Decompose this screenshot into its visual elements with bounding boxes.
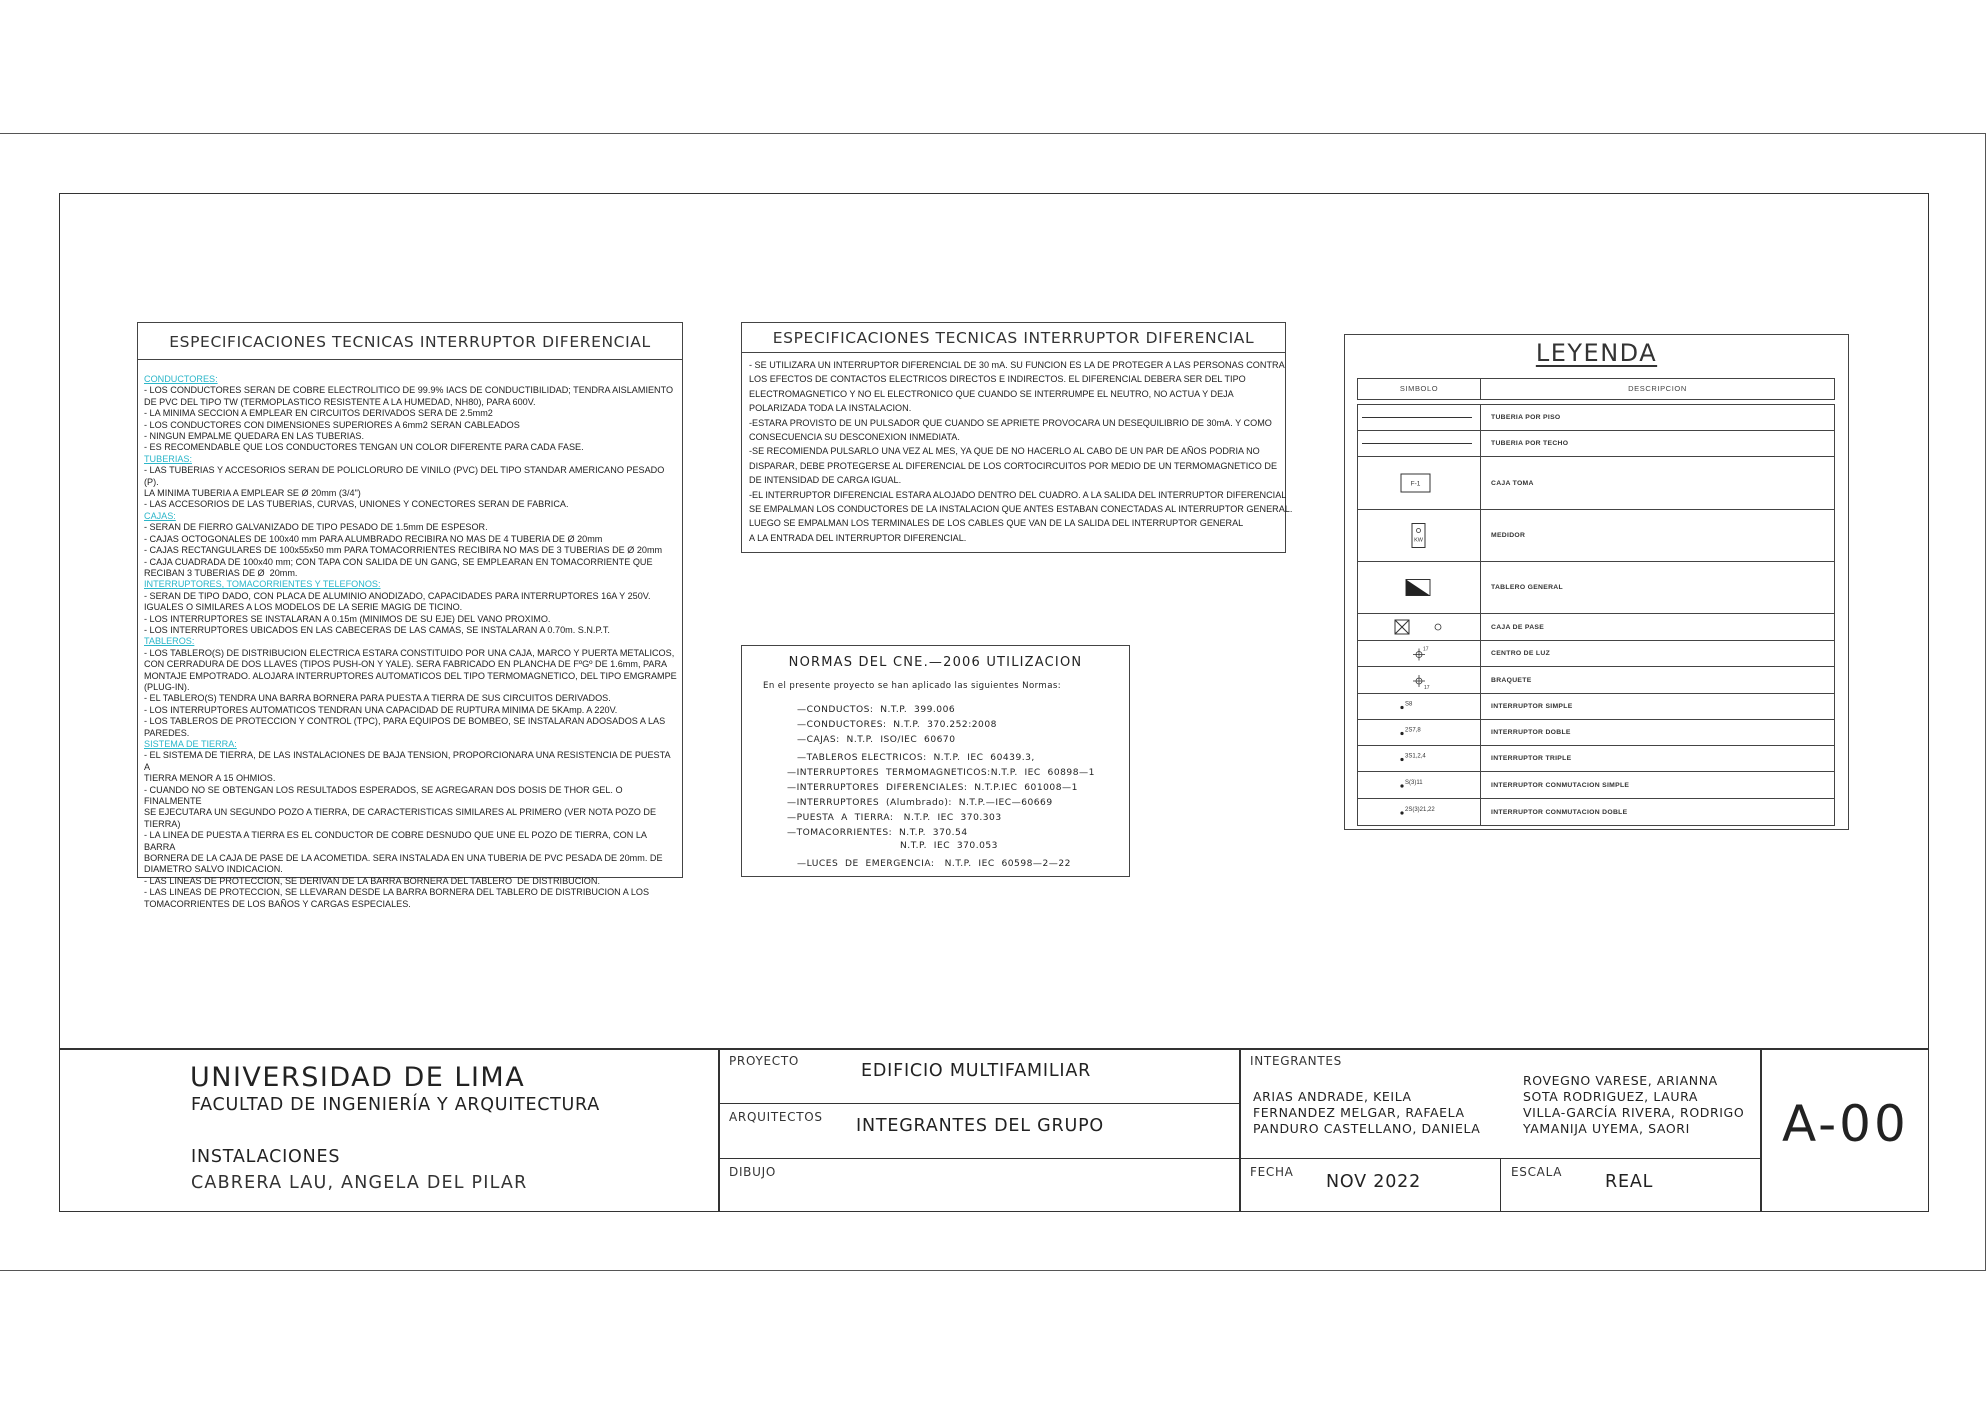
legend-panel bbox=[1344, 334, 1849, 830]
spec-section-heading: SISTEMA DE TIERRA: bbox=[144, 739, 237, 749]
spec-line: IGUALES O SIMILARES A LOS MODELOS DE LA SERIE MAGIG DE TICINO. bbox=[144, 602, 463, 613]
legend-row bbox=[1357, 799, 1835, 826]
norma-item: —CONDUCTOS: N.T.P. 399.006 bbox=[797, 705, 956, 715]
spec-section-heading: INTERRUPTORES, TOMACORRIENTES Y TELEFONOS: bbox=[144, 579, 381, 590]
member-name: FERNANDEZ MELGAR, RAFAELA bbox=[1253, 1105, 1465, 1120]
fecha-label: FECHA bbox=[1250, 1165, 1294, 1179]
symbol-label: 3S1,2,4 bbox=[1405, 753, 1426, 760]
legend-row bbox=[1357, 667, 1835, 694]
diferencial-line: - SE UTILIZARA UN INTERRUPTOR DIFERENCIAL DE 30 mA. SU FUNCION ES LA DE PROTEGER A LAS PERSONAS CONTRA bbox=[749, 360, 1285, 370]
symbol-label: 17 bbox=[1424, 685, 1430, 691]
norma-item: —CAJAS: N.T.P. ISO/IEC 60670 bbox=[797, 735, 956, 745]
tb-divider bbox=[719, 1103, 1239, 1104]
tb-divider bbox=[1760, 1048, 1762, 1212]
switch-icon bbox=[1358, 694, 1480, 719]
diferencial-line: SE EMPALMAN LOS CONDUCTORES DE LA INSTALACION QUE ANTES ESTABAN CONECTADAS AL INTERRUPTOR GENERAL. bbox=[749, 504, 1293, 515]
members-right bbox=[1523, 1073, 1744, 1137]
tb-divider bbox=[719, 1158, 1760, 1159]
symbol-label: KW bbox=[1414, 537, 1423, 544]
spec-line: LA MINIMA TUBERIA A EMPLEAR SE Ø 20mm (3/4") bbox=[144, 488, 361, 499]
title-block bbox=[59, 1048, 1929, 1212]
line-solid-icon bbox=[1358, 431, 1480, 456]
spec-line: - SERAN DE TIPO DADO, CON PLACA DE ALUMINIO ANODIZADO, CAPACIDADES PARA INTERRUPTORES 16A Y 250V. bbox=[144, 590, 651, 601]
legend-symbol-cell bbox=[1358, 457, 1481, 509]
legend-symbol-cell bbox=[1358, 614, 1481, 640]
spec-line: - CAJAS OCTOGONALES DE 100x40 mm PARA ALUMBRADO RECIBIRA NO MAS DE 4 TUBERIA DE Ø 20mm bbox=[144, 533, 603, 544]
legend-col-desc: DESCRIPCION bbox=[1628, 384, 1687, 393]
spec-panel-title: ESPECIFICACIONES TECNICAS INTERRUPTOR DIFERENCIAL bbox=[169, 333, 651, 351]
spec-line: RECIBAN 3 TUBERIAS DE Ø 20mm. bbox=[144, 567, 298, 578]
legend-symbol-cell bbox=[1358, 772, 1481, 798]
spec-line: - SERAN DE FIERRO GALVANIZADO DE TIPO PESADO DE 1.5mm DE ESPESOR. bbox=[144, 522, 488, 533]
norma-item: —INTERRUPTORES (Alumbrado): N.T.P.—IEC—60669 bbox=[787, 798, 1053, 808]
spec-line: - LOS INTERRUPTORES UBICADOS EN LAS CABECERAS DE LAS CAMAS, SE INSTALARAN A 0.70m. S.N.P.T. bbox=[144, 624, 610, 635]
legend-description: TUBERIA POR PISO bbox=[1491, 414, 1561, 421]
spec-line: CON CERRADURA DE DOS LLAVES (TIPOS PUSH-ON Y YALE). SERA FABRICADO EN PLANCHA DE FºGº DE 1.6mm, PARA bbox=[144, 659, 668, 670]
symbol-label: 17 bbox=[1423, 646, 1429, 653]
member-name: SOTA RODRIGUEZ, LAURA bbox=[1523, 1089, 1699, 1104]
legend-symbol-cell bbox=[1358, 720, 1481, 745]
spec-line: TIERRA) bbox=[144, 818, 181, 829]
spec-line: - LAS TUBERIAS Y ACCESORIOS SERAN DE POLICLORURO DE VINILO (PVC) DEL TIPO STANDAR AMERICANO PESADO (P). bbox=[144, 465, 667, 487]
spec-line: - CAJAS RECTANGULARES DE 100x55x50 mm PARA TOMACORRIENTES RECIBIRA NO MAS DE 3 TUBERIAS DE Ø 20mm bbox=[144, 545, 663, 556]
spec-panel-title: ESPECIFICACIONES TECNICAS INTERRUPTOR DIFERENCIAL bbox=[772, 329, 1255, 347]
legend-symbol-cell bbox=[1358, 431, 1481, 456]
legend-description: CAJA TOMA bbox=[1491, 479, 1534, 487]
normas-panel bbox=[741, 645, 1130, 877]
escala-value: REAL bbox=[1605, 1172, 1654, 1192]
tb-top-line bbox=[59, 1048, 1929, 1050]
normas-title: NORMAS DEL CNE.—2006 UTILIZACION bbox=[788, 655, 1083, 670]
diferencial-line: DE INTENSIDAD DE CARGA IGUAL. bbox=[749, 475, 902, 486]
spec-panel-conductores bbox=[137, 322, 683, 909]
professor-name: CABRERA LAU, ANGELA DEL PILAR bbox=[191, 1173, 528, 1193]
spec-line: DE PVC DEL TIPO TW (TERMOPLASTICO RESISTENTE A LA HUMEDAD, NH80), PARA 600V. bbox=[144, 396, 536, 407]
legend-row bbox=[1357, 720, 1835, 746]
spec-body bbox=[144, 374, 678, 910]
symbol-label: S(3)11 bbox=[1405, 780, 1423, 786]
norma-item: —TABLEROS ELECTRICOS: N.T.P. IEC 60439.3, bbox=[797, 753, 1035, 763]
spec-line: - LOS INTERRUPTORES AUTOMATICOS TENDRAN UNA CAPACIDAD DE RUPTURA MINIMA DE 5KAmp. A 220V. bbox=[144, 704, 618, 715]
legend-row bbox=[1357, 562, 1835, 614]
spec-section-heading: CAJAS: bbox=[144, 510, 176, 521]
legend-row bbox=[1357, 431, 1835, 457]
legend-col-symbol: SIMBOLO bbox=[1358, 379, 1481, 399]
legend-description: INTERRUPTOR SIMPLE bbox=[1491, 703, 1573, 710]
legend-row bbox=[1357, 405, 1835, 431]
tb-divider bbox=[1239, 1048, 1241, 1212]
proyecto-label: PROYECTO bbox=[729, 1054, 800, 1068]
divider bbox=[742, 352, 1285, 353]
member-name: ARIAS ANDRADE, KEILA bbox=[1253, 1089, 1412, 1104]
spec-panel-diferencial bbox=[741, 322, 1293, 553]
norma-item: N.T.P. IEC 370.053 bbox=[900, 841, 998, 851]
legend-row bbox=[1357, 457, 1835, 510]
spec-line: DIAMETRO SALVO INDICACION. bbox=[144, 864, 283, 875]
diferencial-line: -ESTARA PROVISTO DE UN PULSADOR QUE CUANDO SE APRIETE PROVOCARA UN DESEQUILIBRIO DE 30mA. Y COMO bbox=[749, 417, 1272, 428]
legend-symbol-cell bbox=[1358, 667, 1481, 693]
legend-description: BRAQUETE bbox=[1491, 676, 1532, 684]
legend-table bbox=[1357, 404, 1835, 826]
legend-description: TUBERIA POR TECHO bbox=[1491, 440, 1569, 447]
member-name: YAMANIJA UYEMA, SAORI bbox=[1523, 1121, 1690, 1136]
faculty-name: FACULTAD DE INGENIERÍA Y ARQUITECTURA bbox=[191, 1095, 600, 1115]
member-name: VILLA-GARCÍA RIVERA, RODRIGO bbox=[1523, 1105, 1745, 1120]
legend-symbol-cell bbox=[1358, 641, 1481, 666]
integrantes-label: INTEGRANTES bbox=[1250, 1054, 1342, 1068]
legend-symbol-cell bbox=[1358, 694, 1481, 719]
legend-row bbox=[1357, 641, 1835, 667]
norma-item: —TOMACORRIENTES: N.T.P. 370.54 bbox=[787, 828, 968, 838]
tb-divider bbox=[1500, 1158, 1501, 1212]
members-left bbox=[1253, 1089, 1480, 1137]
legend-title: LEYENDA bbox=[1535, 339, 1658, 367]
spec-line: - LOS CONDUCTORES SERAN DE COBRE ELECTROLITICO DE 99.9% IACS DE CONDUCTIBILIDAD; TENDRA AISLAMIENTO bbox=[144, 385, 674, 396]
legend-description: TABLERO GENERAL bbox=[1491, 584, 1563, 591]
switch-icon bbox=[1358, 746, 1480, 771]
escala-label: ESCALA bbox=[1511, 1165, 1563, 1179]
diferencial-body bbox=[749, 358, 1293, 545]
spec-line: (PLUG-IN). bbox=[144, 681, 190, 692]
dibujo-label: DIBUJO bbox=[729, 1165, 776, 1179]
diferencial-line: DISPARAR, DEBE PROTEGERSE AL DIFERENCIAL DE LOS CORTOCIRCUITOS POR MEDIO DE UN TERMOMAGNETICO DE bbox=[749, 460, 1278, 471]
spec-line: SE EJECUTARA UN SEGUNDO POZO A TIERRA, DE CARACTERISTICAS SIMILARES AL PRIMERO (VER NOTA POZO DE bbox=[144, 807, 657, 818]
legend-description: CENTRO DE LUZ bbox=[1491, 650, 1551, 657]
tb-divider bbox=[718, 1048, 720, 1212]
spec-line: - LOS TABLEROS DE PROTECCION Y CONTROL (TPC), PARA EQUIPOS DE BOMBEO, SE INSTALARAN ADOSADOS A LAS bbox=[144, 716, 666, 727]
diferencial-line: ELECTROMAGNETICO Y NO EL ELECTRONICO QUE CUANDO SE INTERRUMPE EL NEUTRO, NO ACTUA Y DEJA bbox=[749, 388, 1234, 399]
legend-symbol-cell bbox=[1358, 562, 1481, 613]
legend-header bbox=[1357, 378, 1835, 400]
ceiling-light-icon bbox=[1358, 641, 1480, 666]
spec-line: - LAS ACCESORIOS DE LAS TUBERIAS, CURVAS, UNIONES Y CONECTORES SERAN DE FABRICA. bbox=[144, 499, 569, 510]
panel-board-icon bbox=[1358, 562, 1480, 613]
sheet-number: A-00 bbox=[1782, 1095, 1909, 1153]
symbol-label: F-1 bbox=[1410, 480, 1421, 488]
symbol-label: 2S(3)21,22 bbox=[1405, 807, 1435, 813]
spec-line: - ES RECOMENDABLE QUE LOS CONDUCTORES TENGAN UN COLOR DIFERENTE PARA CADA FASE. bbox=[144, 442, 584, 453]
member-name: ROVEGNO VARESE, ARIANNA bbox=[1523, 1073, 1718, 1088]
spec-line: - EL SISTEMA DE TIERRA, DE LAS INSTALACIONES DE BAJA TENSION, PROPORCIONARA UNA RESISTENCIA DE PUESTA A bbox=[144, 750, 673, 772]
legend-description: INTERRUPTOR CONMUTACION SIMPLE bbox=[1491, 781, 1630, 789]
diferencial-line: A LA ENTRADA DEL INTERRUPTOR DIFERENCIAL. bbox=[749, 532, 967, 543]
legend-row bbox=[1357, 510, 1835, 562]
spec-line: - CAJA CUADRADA DE 100x40 mm; CON TAPA CON SALIDA DE UN GANG, SE EMPLEARAN EN TOMACORRIENTE QUE bbox=[144, 556, 653, 567]
spec-line: - LOS INTERRUPTORES SE INSTALARAN A 0.15m (MINIMOS DE SU EJE) DEL VANO PROXIMO. bbox=[144, 613, 551, 624]
arquitectos-value: INTEGRANTES DEL GRUPO bbox=[856, 1116, 1104, 1136]
arquitectos-label: ARQUITECTOS bbox=[729, 1110, 823, 1124]
line-solid-icon bbox=[1358, 405, 1480, 430]
divider bbox=[138, 359, 682, 360]
norma-item: —LUCES DE EMERGENCIA: N.T.P. IEC 60598—2—22 bbox=[797, 859, 1071, 869]
legend-description: INTERRUPTOR DOBLE bbox=[1491, 729, 1571, 736]
legend-row bbox=[1357, 772, 1835, 799]
spec-line: - LA LINEA DE PUESTA A TIERRA ES EL CONDUCTOR DE COBRE DESNUDO QUE UNE EL POZO DE TIERRA, CON LA BARRA bbox=[144, 830, 650, 852]
norma-item: —CONDUCTORES: N.T.P. 370.252:2008 bbox=[797, 720, 997, 730]
legend-symbol-cell bbox=[1358, 799, 1481, 825]
spec-line: - LOS CONDUCTORES CON DIMENSIONES SUPERIORES A 6mm2 SERAN CABLEADOS bbox=[144, 419, 520, 430]
legend-symbol-cell bbox=[1358, 510, 1481, 561]
switch-icon bbox=[1358, 772, 1480, 798]
spec-line: - LAS LINEAS DE PROTECCION, SE DERIVAN DE LA BARRA BORNERA DEL TABLERO DE DISTRIBUCION. bbox=[144, 875, 600, 886]
spec-line: - CUANDO NO SE OBTENGAN LOS RESULTADOS ESPERADOS, SE AGREGARAN DOS DOSIS DE THOR GEL. O FINALMENTE bbox=[144, 784, 626, 807]
course-name: INSTALACIONES bbox=[191, 1147, 341, 1167]
meter-icon bbox=[1358, 510, 1480, 561]
normas-intro: En el presente proyecto se han aplicado las siguientes Normas: bbox=[763, 681, 1062, 691]
legend-description: INTERRUPTOR TRIPLE bbox=[1491, 755, 1572, 762]
norma-item: —INTERRUPTORES TERMOMAGNETICOS:N.T.P. IEC 60898—1 bbox=[787, 768, 1095, 778]
diferencial-line: CONSECUENCIA SU DESCONEXION INMEDIATA. bbox=[749, 432, 960, 443]
spec-line: - LAS LINEAS DE PROTECCION, SE LLEVARAN DESDE LA BARRA BORNERA DEL TABLERO DE DISTRIBUCION A LOS bbox=[144, 887, 650, 898]
legend-row bbox=[1357, 746, 1835, 772]
symbol-label: S8 bbox=[1405, 701, 1413, 708]
diferencial-line: POLARIZADA TODA LA INSTALACION. bbox=[749, 403, 912, 414]
spec-line: PAREDES. bbox=[144, 727, 190, 738]
symbol-label: 2S7,8 bbox=[1405, 727, 1421, 734]
spec-line: TIERRA MENOR A 15 OHMIOS. bbox=[144, 773, 276, 784]
wall-light-icon bbox=[1358, 667, 1480, 693]
spec-section-heading: TUBERIAS: bbox=[144, 453, 193, 464]
spec-line: - EL TABLERO(S) TENDRA UNA BARRA BORNERA PARA PUESTA A TIERRA DE SUS CIRCUITOS DERIVADOS. bbox=[144, 693, 611, 704]
norma-item: —PUESTA A TIERRA: N.T.P. IEC 370.303 bbox=[787, 813, 1002, 823]
member-name: PANDURO CASTELLANO, DANIELA bbox=[1253, 1121, 1481, 1136]
legend-row bbox=[1357, 694, 1835, 720]
switch-icon bbox=[1358, 799, 1480, 825]
spec-line: TOMACORRIENTES DE LOS BAÑOS Y CARGAS ESPECIALES. bbox=[144, 898, 411, 909]
legend-description: INTERRUPTOR CONMUTACION DOBLE bbox=[1491, 808, 1628, 816]
pass-box-icon bbox=[1358, 614, 1480, 640]
spec-line: BORNERA DE LA CAJA DE PASE DE LA ACOMETIDA. SERA INSTALADA EN UNA TUBERIA DE PVC PESADA DE 20mm. DE bbox=[144, 853, 663, 864]
spec-section-heading: CONDUCTORES: bbox=[144, 374, 218, 384]
legend-symbol-cell bbox=[1358, 746, 1481, 771]
box-label-icon bbox=[1358, 457, 1480, 509]
spec-line: - NINGUN EMPALME QUEDARA EN LAS TUBERIAS. bbox=[144, 431, 364, 442]
legend-description: CAJA DE PASE bbox=[1491, 623, 1545, 631]
spec-section-heading: TABLEROS: bbox=[144, 636, 195, 647]
spec-line: MONTAJE EMPOTRADO. ALOJARA INTERRUPTORES AUTOMATICOS DEL TIPO TERMOMAGNETICO, DEL TIPO EMGRAMPE bbox=[144, 670, 677, 681]
legend-description: MEDIDOR bbox=[1491, 532, 1526, 539]
legend-symbol-cell bbox=[1358, 405, 1481, 430]
diferencial-line: LOS EFECTOS DE CONTACTOS ELECTRICOS DIRECTOS E INDIRECTOS. EL DIFERENCIAL DEBERA SER DEL TIPO bbox=[749, 374, 1246, 385]
switch-icon bbox=[1358, 720, 1480, 745]
diferencial-line: -SE RECOMIENDA PULSARLO UNA VEZ AL MES, YA QUE DE NO HACERLO AL CABO DE UN PAR DE AÑOS PODRIA NO bbox=[749, 446, 1260, 457]
legend-row bbox=[1357, 614, 1835, 641]
fecha-value: NOV 2022 bbox=[1326, 1172, 1422, 1192]
spec-line: - LOS TABLERO(S) DE DISTRIBUCION ELECTRICA ESTARA CONSTITUIDO POR UNA CAJA, MARCO Y PUERTA METALICOS, bbox=[144, 647, 675, 658]
norma-item: —INTERRUPTORES DIFERENCIALES: N.T.P.IEC 601008—1 bbox=[787, 783, 1078, 793]
diferencial-line: LUEGO SE EMPALMAN LOS TERMINALES DE LOS CABLES QUE VAN DE LA SALIDA DEL INTERRUPTOR GENERAL bbox=[749, 518, 1244, 529]
spec-line: - LA MINIMA SECCION A EMPLEAR EN CIRCUITOS DERIVADOS SERA DE 2.5mm2 bbox=[144, 408, 493, 419]
proyecto-value: EDIFICIO MULTIFAMILIAR bbox=[861, 1061, 1092, 1081]
diferencial-line: -EL INTERRUPTOR DIFERENCIAL ESTARA ALOJADO DENTRO DEL CUADRO. A LA SALIDA DEL INTERRUPTOR DIFERENCIAL bbox=[749, 489, 1287, 500]
university-name: UNIVERSIDAD DE LIMA bbox=[190, 1062, 526, 1093]
